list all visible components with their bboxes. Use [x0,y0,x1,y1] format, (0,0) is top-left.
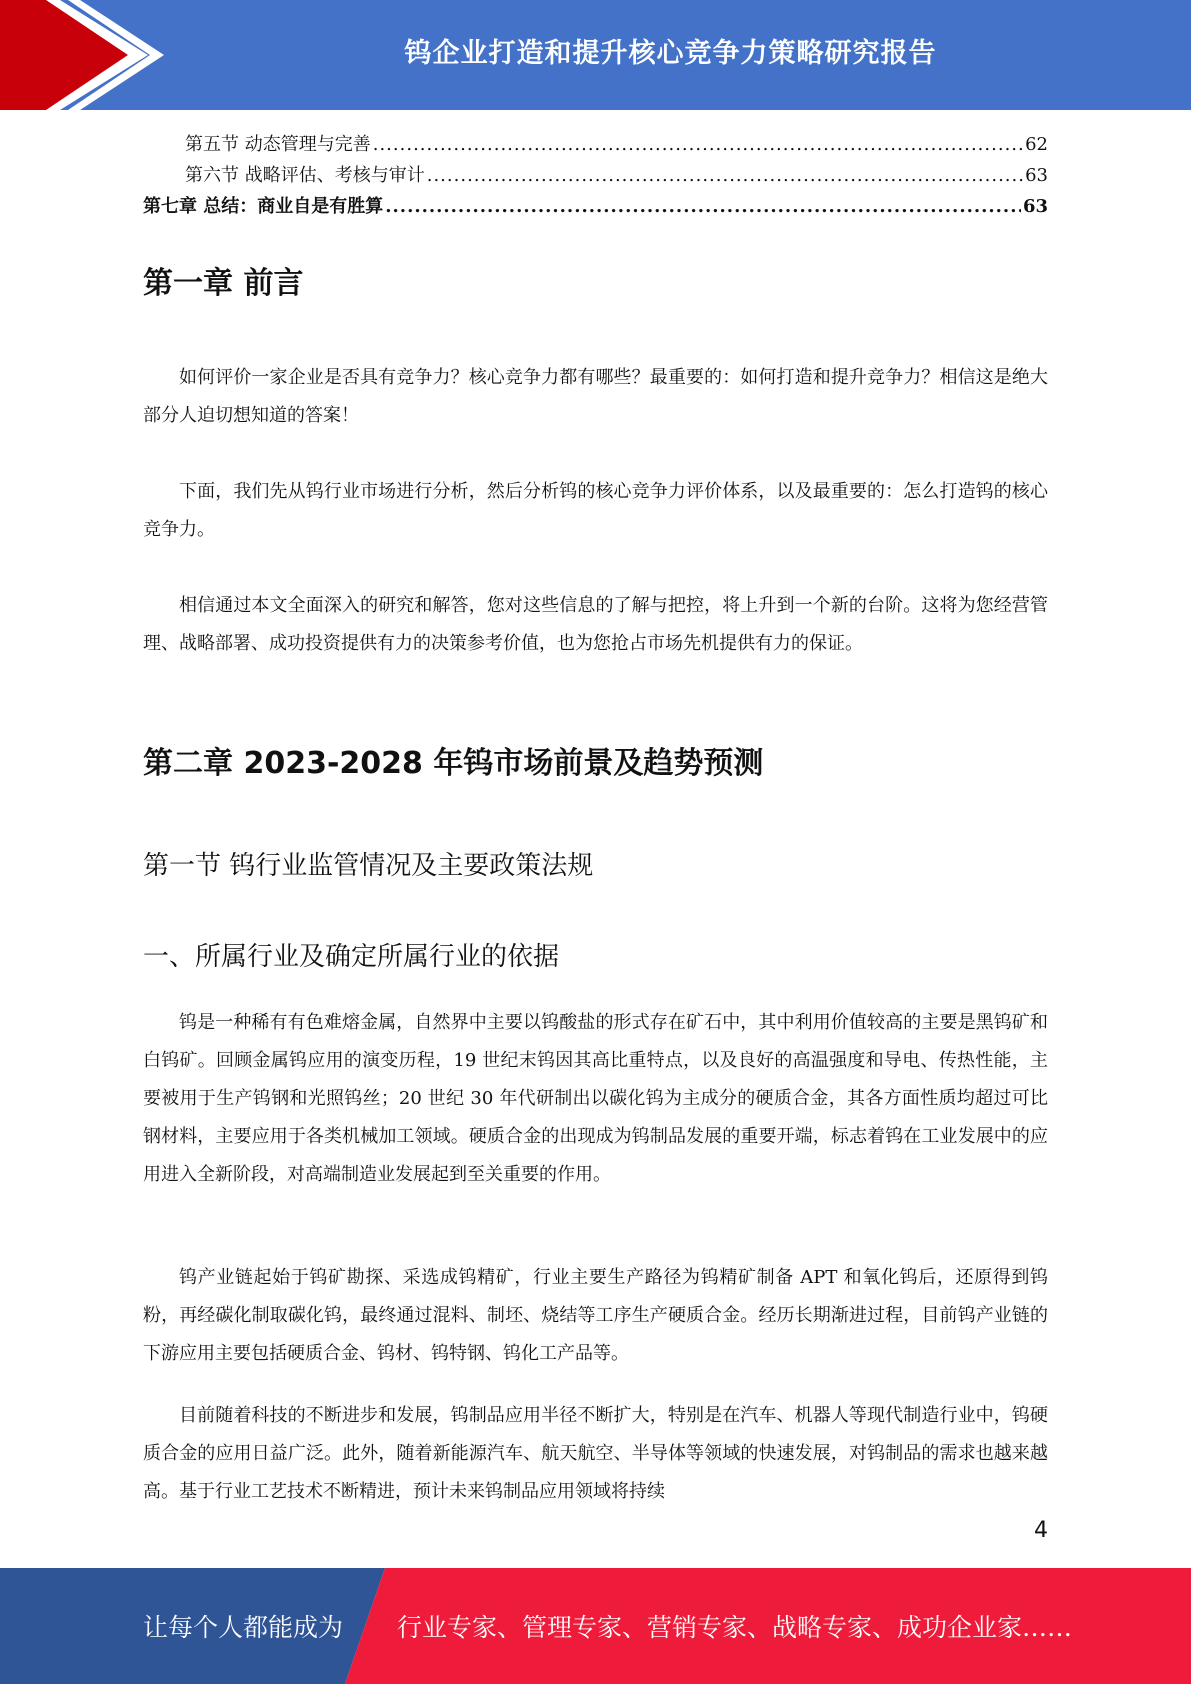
body-paragraph: 下面，我们先从钨行业市场进行分析，然后分析钨的核心竞争力评价体系，以及最重要的：怎么打造钨的核心竞争力。 [143,481,1048,540]
report-title: 钨企业打造和提升核心竞争力策略研究报告 [404,37,937,69]
body-paragraph: 相信通过本文全面深入的研究和解答，您对这些信息的了解与把控，将上升到一个新的台阶。这将为您经营管理、战略部署、成功投资提供有力的决策参考价值，也为您抢占市场先机提供有力的保证。 [143,595,1048,654]
body-paragraph: 钨是一种稀有有色难熔金属，自然界中主要以钨酸盐的形式存在矿石中，其中利用价值较高的主要是黑钨矿和白钨矿。回顾金属钨应用的演变历程，19 世纪末钨因其高比重特点，以及良好的高温强度和导电、传热性能，主要被用于生产钨钢和光照钨丝；20 世纪 30 年代研制出以碳化钨为主成分的硬质合金，其各方面性质均超过可比钢材料，主要应用于各类机械加工领域。硬质合金的出现成为钨制品发展的重要开端，标志着钨在工业发展中的应用进入全新阶段，对高端制造业发展起到至关重要的作用。 [143,1012,1048,1185]
footer-slogan-left: 让每个人都能成为 [143,1613,344,1642]
body-paragraph: 钨产业链起始于钨矿勘探、采选成钨精矿，行业主要生产路径为钨精矿制备 APT 和氧化钨后，还原得到钨粉，再经碳化制取碳化钨，最终通过混料、制坯、烧结等工序生产硬质合金。经历长期渐进过程，目前钨产业链的下游应用主要包括硬质合金、钨材、钨特钢、钨化工产品等。 [143,1267,1048,1364]
table-of-contents [143,129,1048,222]
page-header [0,0,1191,110]
section-heading: 第一节 钨行业监管情况及主要政策法规 [143,851,594,881]
toc-leader-dots [373,129,1023,160]
footer-slogan-right: 行业专家、管理专家、营销专家、战略专家、成功企业家…… [397,1613,1073,1642]
toc-entry[interactable] [143,191,1048,222]
toc-entry-page: 63 [1025,165,1048,186]
subsection-heading: 一、所属行业及确定所属行业的依据 [143,942,560,972]
toc-entry-label: 第七章 总结：商业自是有胜算 [143,196,384,217]
toc-leader-dots [427,160,1023,191]
chapter-heading: 第二章 2023-2028 年钨市场前景及趋势预测 [143,746,764,781]
body-paragraph: 目前随着科技的不断进步和发展，钨制品应用半径不断扩大，特别是在汽车、机器人等现代制造行业中，钨硬质合金的应用日益广泛。此外，随着新能源汽车、航天航空、半导体等领域的快速发展，对钨制品的需求也越来越高。基于行业工艺技术不断精进，预计未来钨制品应用领域将持续 [143,1405,1048,1502]
toc-entry-page: 62 [1025,134,1048,155]
toc-entry-label: 第五节 动态管理与完善 [185,134,371,155]
toc-entry[interactable] [143,160,1048,191]
toc-entry-label: 第六节 战略评估、考核与审计 [185,165,425,186]
toc-leader-dots [385,191,1021,222]
page-footer [0,1568,1191,1684]
chapter-heading: 第一章 前言 [143,266,304,301]
body-paragraph: 如何评价一家企业是否具有竞争力？核心竞争力都有哪些？最重要的：如何打造和提升竞争力？相信这是绝大部分人迫切想知道的答案！ [143,367,1048,426]
page-number: 4 [1034,1518,1048,1543]
toc-entry[interactable] [143,129,1048,160]
toc-entry-page: 63 [1022,196,1048,217]
